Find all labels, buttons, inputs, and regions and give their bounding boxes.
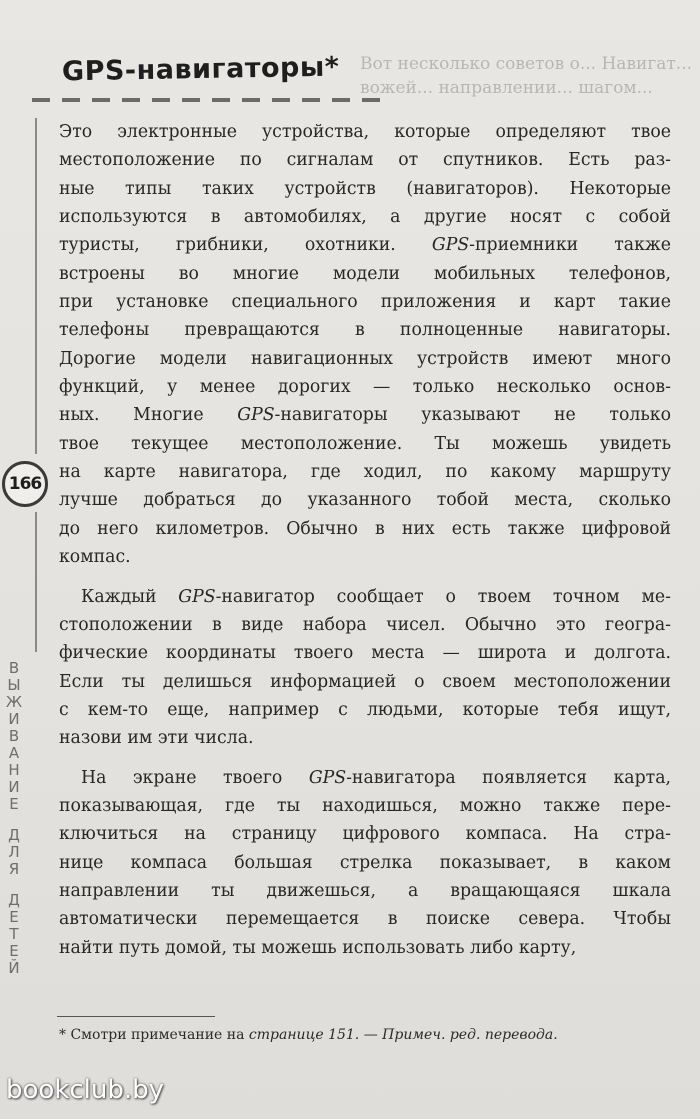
text-line: лучше добраться до указанного тобой места, сколько	[59, 490, 671, 511]
side-title-letter: Ж	[5, 693, 23, 711]
text-line: показывающая, где ты находишься, можно также пере-	[59, 795, 671, 816]
bleed-line: Вот несколько советов о... Навигат...	[360, 54, 692, 74]
side-title-letter: Е	[9, 908, 19, 926]
section-title: GPS-навигаторы*	[61, 51, 340, 88]
text-line: при установке специального приложения и карт такие	[59, 292, 671, 313]
side-title-letter: Л	[8, 843, 20, 861]
text-line: на карте навигатора, где ходил, по какому маршруту	[59, 462, 671, 483]
side-title-letter: В	[8, 659, 20, 677]
side-title-letter: Т	[9, 925, 19, 943]
text-line: функций, у менее дорогих — только несколько основ-	[59, 377, 671, 398]
text-line: Каждый GPS-навигатор сообщает о твоем точном ме-	[81, 586, 671, 607]
title-dashed-rule	[32, 98, 392, 102]
bleed-line: вожей... направлении... шагом...	[360, 78, 653, 98]
text-line: местоположение по сигналам от спутников. Есть раз-	[59, 150, 671, 171]
footnote-ref: странице 151.	[248, 1027, 360, 1043]
side-title-letter: Н	[8, 761, 20, 779]
text-line: направлении ты движешься, а вращающаяся шкала	[59, 880, 671, 901]
text-line: фические координаты твоего места — широта и долгота.	[59, 643, 671, 664]
paragraph-gap	[59, 753, 671, 764]
side-title-letter: А	[8, 744, 20, 762]
margin-rule-lower	[35, 512, 37, 652]
footnote-dash: —	[359, 1027, 383, 1043]
text-line: телефоны превращаются в полноценные навигаторы.	[59, 320, 671, 341]
text-line: компас.	[59, 547, 131, 568]
side-title-letter: Е	[9, 942, 19, 960]
watermark: bookclub.by	[6, 1075, 165, 1105]
text-line: до него километров. Обычно в них есть также цифровой	[59, 518, 671, 539]
side-title-letter: Д	[8, 826, 20, 844]
text-line: автоматически перемещается в поиске севера. Чтобы	[59, 909, 671, 930]
gps-term: GPS	[237, 405, 275, 426]
bleed-through-text	[360, 52, 700, 100]
text-line: туристы, грибники, охотники. GPS-приемники также	[59, 235, 672, 256]
paragraph-gap	[59, 572, 671, 583]
footnote-rule	[57, 1016, 215, 1017]
side-title-letter: Я	[8, 860, 20, 878]
gps-term: GPS	[308, 767, 347, 788]
text-line: назови им эти числа.	[59, 728, 254, 749]
gps-term: GPS	[178, 586, 216, 607]
text-line: твое текущее местоположение. Ты можешь увидеть	[59, 433, 671, 454]
side-title-letter: Ы	[7, 676, 21, 694]
body-text	[59, 118, 671, 962]
margin-rule-upper	[35, 118, 37, 454]
gps-term: GPS	[431, 235, 470, 256]
text-line: ключиться на страницу цифрового компаса. На стра-	[59, 824, 671, 845]
side-title-letter: Е	[9, 795, 19, 813]
text-line: встроены во многие модели мобильных телефонов,	[59, 263, 671, 284]
text-line: найти путь домой, ты можешь использовать либо карту,	[59, 937, 577, 958]
text-line: На экране твоего GPS-навигатора появляется карта,	[81, 767, 671, 788]
side-running-title	[2, 660, 26, 977]
footnote	[59, 1027, 671, 1043]
footnote-note: Примеч. ред. перевода.	[382, 1027, 558, 1043]
footnote-prefix: * Смотри примечание на	[59, 1027, 249, 1043]
text-line: Дорогие модели навигационных устройств имеют много	[59, 348, 671, 369]
text-line: ные типы таких устройств (навигаторов). Некоторые	[59, 178, 671, 199]
side-title-letter: И	[8, 778, 20, 796]
page-number-badge: 166	[2, 461, 48, 507]
side-title-letter: Й	[8, 959, 20, 977]
text-line: используются в автомобилях, а другие носят с собой	[59, 207, 671, 228]
side-title-letter: В	[8, 727, 20, 745]
text-line: Это электронные устройства, которые определяют твое	[59, 122, 671, 142]
text-line: ных. Многие GPS-навигаторы указывают не только	[59, 405, 671, 426]
text-line: с кем-то еще, например с людьми, которые тебя ищут,	[59, 699, 671, 720]
text-line: стоположении в виде набора чисел. Обычно это геогра-	[59, 614, 671, 635]
side-title-letter: И	[8, 710, 20, 728]
text-line: нице компаса большая стрелка показывает, в каком	[59, 852, 671, 873]
side-title-letter: Д	[8, 891, 20, 909]
text-line: Если ты делишься информацией о своем местоположении	[59, 671, 671, 692]
